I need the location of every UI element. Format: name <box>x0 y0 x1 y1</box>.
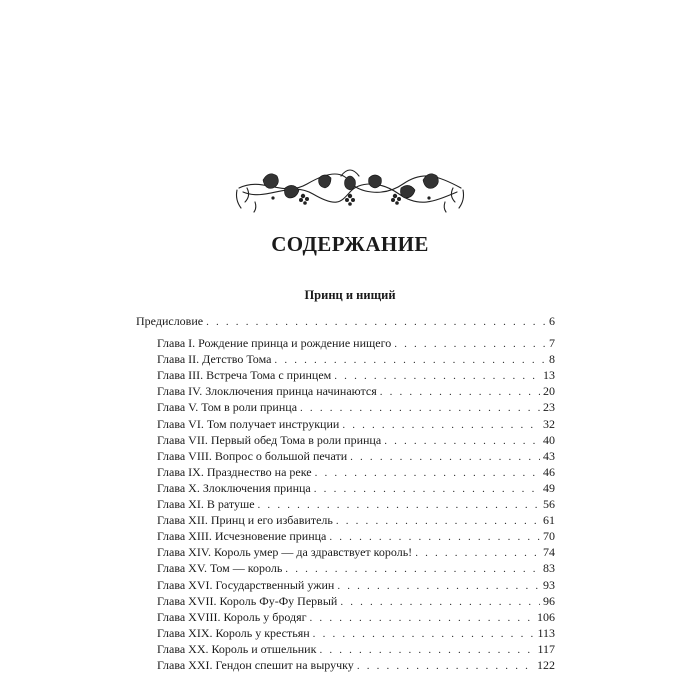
toc-entry-page: 6 <box>549 314 555 328</box>
toc-entry-chapter[interactable] <box>157 657 555 673</box>
toc-entry-page: 8 <box>549 352 555 367</box>
dot-leader <box>342 417 540 433</box>
toc-entry-title: Глава XII. Принц и его избавитель <box>157 513 333 528</box>
toc-entry-preface[interactable] <box>136 313 555 329</box>
dot-leader <box>206 314 546 330</box>
toc-entry-title: Глава XI. В ратуше <box>157 497 255 511</box>
toc-entry-page: 40 <box>543 432 555 447</box>
toc-entry-title: Глава VII. Первый обед Тома в роли принца <box>157 432 382 447</box>
toc-entry-chapter[interactable] <box>157 367 555 383</box>
toc-entry-page: 56 <box>543 497 555 511</box>
toc-entry-title: Глава X. Злоключения принца <box>157 480 311 495</box>
toc-entry-page: 7 <box>549 336 555 350</box>
dot-leader <box>258 497 540 513</box>
toc-entry-title: Глава II. Детство Тома <box>157 352 272 367</box>
toc-entry-chapter[interactable] <box>157 593 555 609</box>
toc-entry-chapter[interactable] <box>157 351 555 367</box>
dot-leader <box>300 400 540 416</box>
toc-entry-chapter[interactable] <box>157 609 555 625</box>
dot-leader <box>380 384 540 400</box>
toc-entry-title: Глава VIII. Вопрос о большой печати <box>157 448 348 463</box>
toc-entry-title: Глава III. Встреча Тома с принцем <box>157 368 332 383</box>
dot-leader <box>337 578 540 594</box>
toc-entry-chapter[interactable] <box>157 496 555 512</box>
page-title: СОДЕРЖАНИЕ <box>271 232 429 256</box>
dot-leader <box>415 545 540 561</box>
toc-entry-page: 74 <box>543 545 555 560</box>
dot-leader <box>313 626 535 642</box>
toc-entry-title: Глава VI. Том получает инструкции <box>157 416 340 431</box>
toc-entry-chapter[interactable] <box>157 641 555 657</box>
toc-entry-title: Глава XVI. Государственный ужин <box>157 577 335 592</box>
toc-entry-chapter[interactable] <box>157 464 555 480</box>
dot-leader <box>350 449 540 465</box>
toc-entry-page: 122 <box>537 658 555 672</box>
toc-entry-page: 23 <box>543 400 555 415</box>
toc-entry-title: Глава XV. Том — король <box>157 561 283 576</box>
toc-entry-page: 117 <box>537 641 555 656</box>
toc-entry-chapter[interactable] <box>157 544 555 560</box>
toc-entry-page: 93 <box>543 577 555 592</box>
toc-entry-title: Глава IX. Празднество на реке <box>157 464 312 479</box>
toc-entry-title: Глава XVII. Король Фу-Фу Первый <box>157 593 338 608</box>
dot-leader <box>336 513 540 529</box>
toc-entry-chapter[interactable] <box>157 512 555 528</box>
toc-entry-chapter[interactable] <box>157 335 555 351</box>
toc-entry-chapter[interactable] <box>157 416 555 432</box>
toc-entry-chapter[interactable] <box>157 577 555 593</box>
toc-entry-page: 96 <box>543 593 555 608</box>
toc-entry-title: Глава XIX. Король у крестьян <box>157 625 310 640</box>
toc-entry-chapter[interactable] <box>157 625 555 641</box>
toc-entry-page: 70 <box>543 529 555 544</box>
toc-entry-chapter[interactable] <box>157 528 555 544</box>
toc-entry-page: 46 <box>543 464 555 479</box>
toc-entry-chapter[interactable] <box>157 480 555 496</box>
dot-leader <box>319 642 534 658</box>
dot-leader <box>384 433 540 449</box>
toc-entry-page: 113 <box>537 625 555 640</box>
toc-entry-title: Глава XVIII. Король у бродяг <box>157 609 307 624</box>
toc-entry-page: 43 <box>543 448 555 463</box>
toc-entry-page: 32 <box>543 416 555 431</box>
toc-entry-page: 49 <box>543 480 555 495</box>
toc-entry-title: Глава IV. Злоключения принца начинаются <box>157 384 377 399</box>
toc-entry-title: Глава XIV. Король умер — да здравствует король! <box>157 545 413 560</box>
dot-leader <box>310 610 534 626</box>
dot-leader <box>315 465 540 481</box>
toc-entry-title: Глава XXI. Гендон спешит на выручку <box>157 658 354 672</box>
dot-leader <box>285 561 540 577</box>
toc-entry-chapter[interactable] <box>157 383 555 399</box>
toc-entry-title: Глава V. Том в роли принца <box>157 400 298 415</box>
dot-leader <box>357 658 534 674</box>
dot-leader <box>340 594 540 610</box>
dot-leader <box>274 352 546 368</box>
section-title: Принц и нищий <box>304 288 396 302</box>
toc-entry-page: 20 <box>543 384 555 399</box>
toc-entry-chapter[interactable] <box>157 399 555 415</box>
dot-leader <box>314 481 540 497</box>
dot-leader <box>394 336 546 352</box>
toc-entry-chapter[interactable] <box>157 432 555 448</box>
dot-leader <box>329 529 540 545</box>
toc-entry-chapter[interactable] <box>157 560 555 576</box>
toc-entry-title: Глава XIII. Исчезновение принца <box>157 529 327 544</box>
toc-entry-page: 61 <box>543 513 555 528</box>
toc-entry-title: Предисловие <box>136 314 204 328</box>
toc-entry-chapter[interactable] <box>157 448 555 464</box>
toc-entry-page: 106 <box>537 609 555 624</box>
toc-entry-page: 13 <box>543 368 555 383</box>
toc-entry-title: Глава XX. Король и отшельник <box>157 641 317 656</box>
toc-entry-title: Глава I. Рождение принца и рождение нищего <box>157 336 392 350</box>
dot-leader <box>334 368 540 384</box>
toc-entry-page: 83 <box>543 561 555 576</box>
